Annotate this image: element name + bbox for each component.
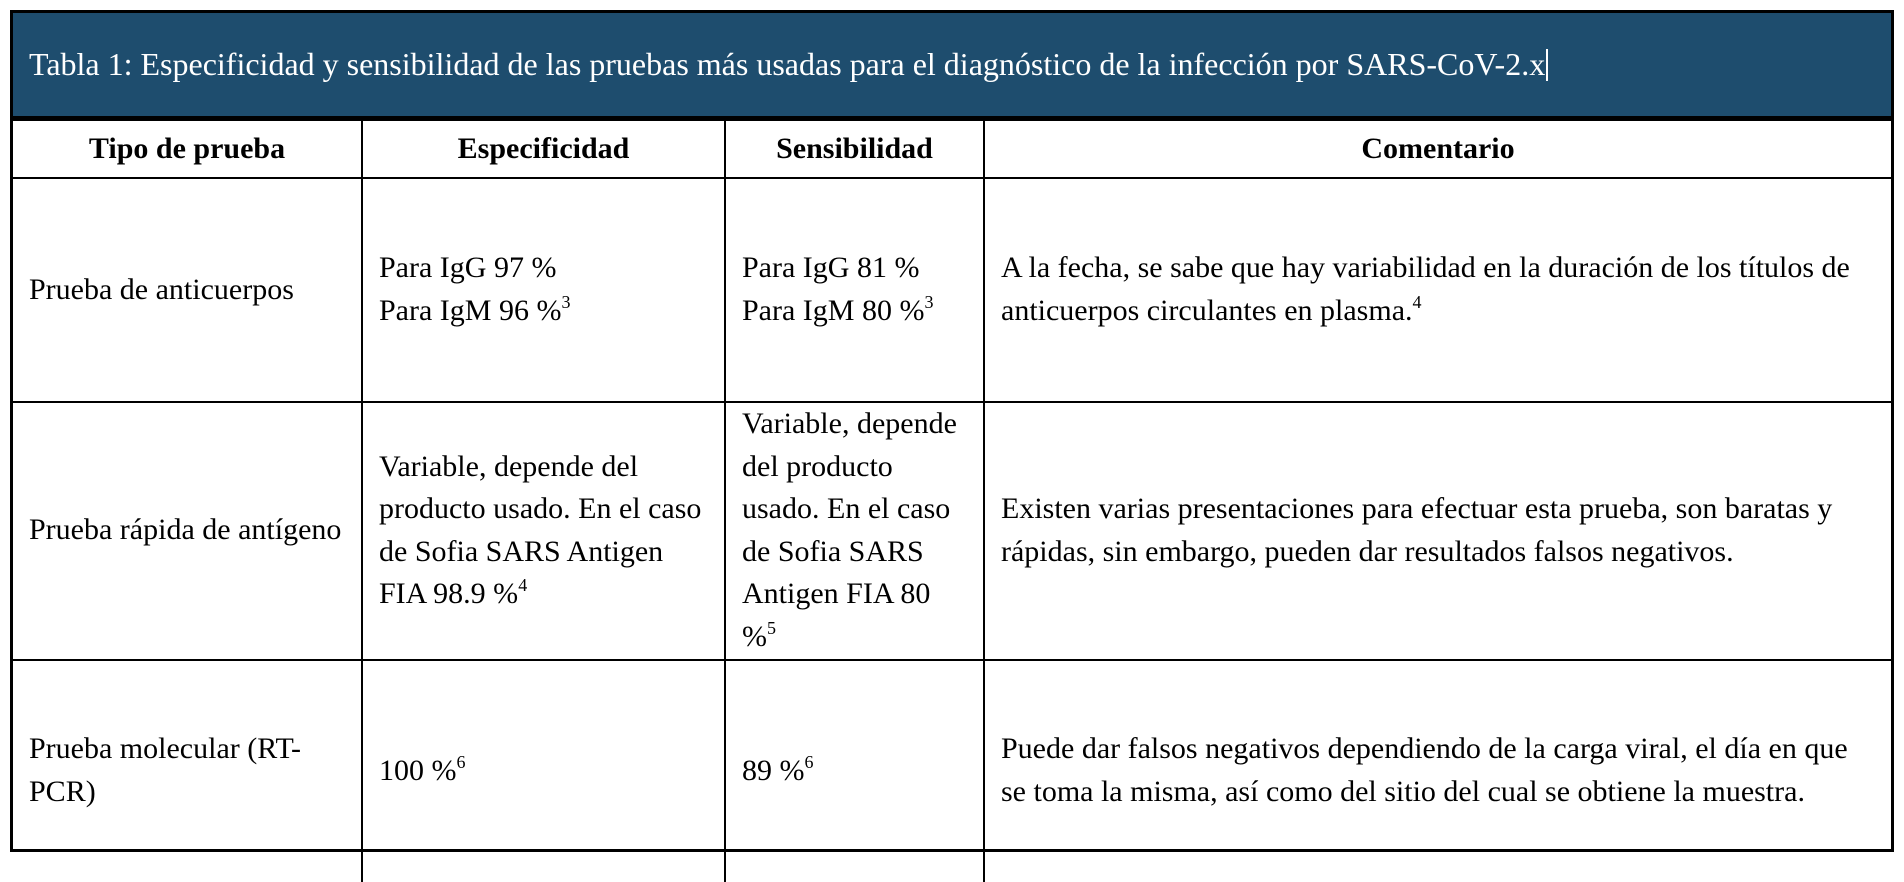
data-table [13,119,1891,882]
cell-line: Para IgG 81 % [742,251,920,285]
table-row [13,178,1891,402]
cell-especificidad [362,402,725,660]
cell-tipo: Prueba molecular (RT-PCR) [13,660,362,882]
cell-text: Para IgM 96 % [379,294,562,327]
text-cursor [1546,49,1548,81]
cell-text: A la fecha, se sabe que hay variabilidad en la duración de los títulos de anticuerpos circulantes en plasma. [1001,251,1850,327]
cell-text: Existen varias presentaciones para efectuar esta prueba, son baratas y rápidas, sin embargo, pueden dar resultados falsos negativos. [1001,492,1833,568]
footnote-ref: 4 [1412,292,1422,312]
table-row [13,660,1891,882]
cell-sensibilidad [725,402,984,660]
footnote-ref: 3 [924,292,934,312]
cell-line: Para IgG 97 % [379,251,557,285]
cell-sensibilidad [725,660,984,882]
footnote-ref: 6 [804,751,814,772]
cell-text: 100 % [379,753,457,787]
cell-text: Puede dar falsos negativos dependiendo de la carga viral, el día en que se toma la misma, así como del sitio del cual se obtiene la muestra. [1001,732,1848,809]
footnote-ref: 6 [456,751,466,772]
cell-comentario [984,660,1891,882]
cell-line [379,290,710,333]
cell-tipo: Prueba rápida de antígeno [13,402,362,660]
cell-text: Variable, depende del producto usado. En el caso de Sofia SARS Antigen FIA 80 % [742,407,957,653]
header-tipo: Tipo de prueba [13,120,362,178]
cell-especificidad [362,660,725,882]
caption-text: Tabla 1: Especificidad y sensibilidad de las pruebas más usadas para el diagnóstico de la infección por SARS-CoV-2.x [29,46,1546,82]
footnote-ref: 3 [561,292,571,312]
header-row [13,120,1891,178]
header-comentario: Comentario [984,120,1891,178]
cell-tipo: Prueba de anticuerpos [13,178,362,402]
footnote-ref: 4 [518,575,528,596]
cell-text: Para IgM 80 % [742,294,925,327]
footnote-ref: 5 [767,617,776,638]
table-row [13,402,1891,660]
table-caption [13,13,1891,119]
cell-comentario [984,178,1891,402]
cell-comentario [984,402,1891,660]
cell-line [742,290,969,333]
header-especificidad: Especificidad [362,120,725,178]
cell-especificidad [362,178,725,402]
table-frame [10,10,1894,852]
header-sensibilidad: Sensibilidad [725,120,984,178]
cell-text: Variable, depende del producto usado. En el caso de Sofia SARS Antigen FIA 98.9 % [379,449,702,611]
cell-sensibilidad [725,178,984,402]
cell-text: 89 % [742,753,805,787]
